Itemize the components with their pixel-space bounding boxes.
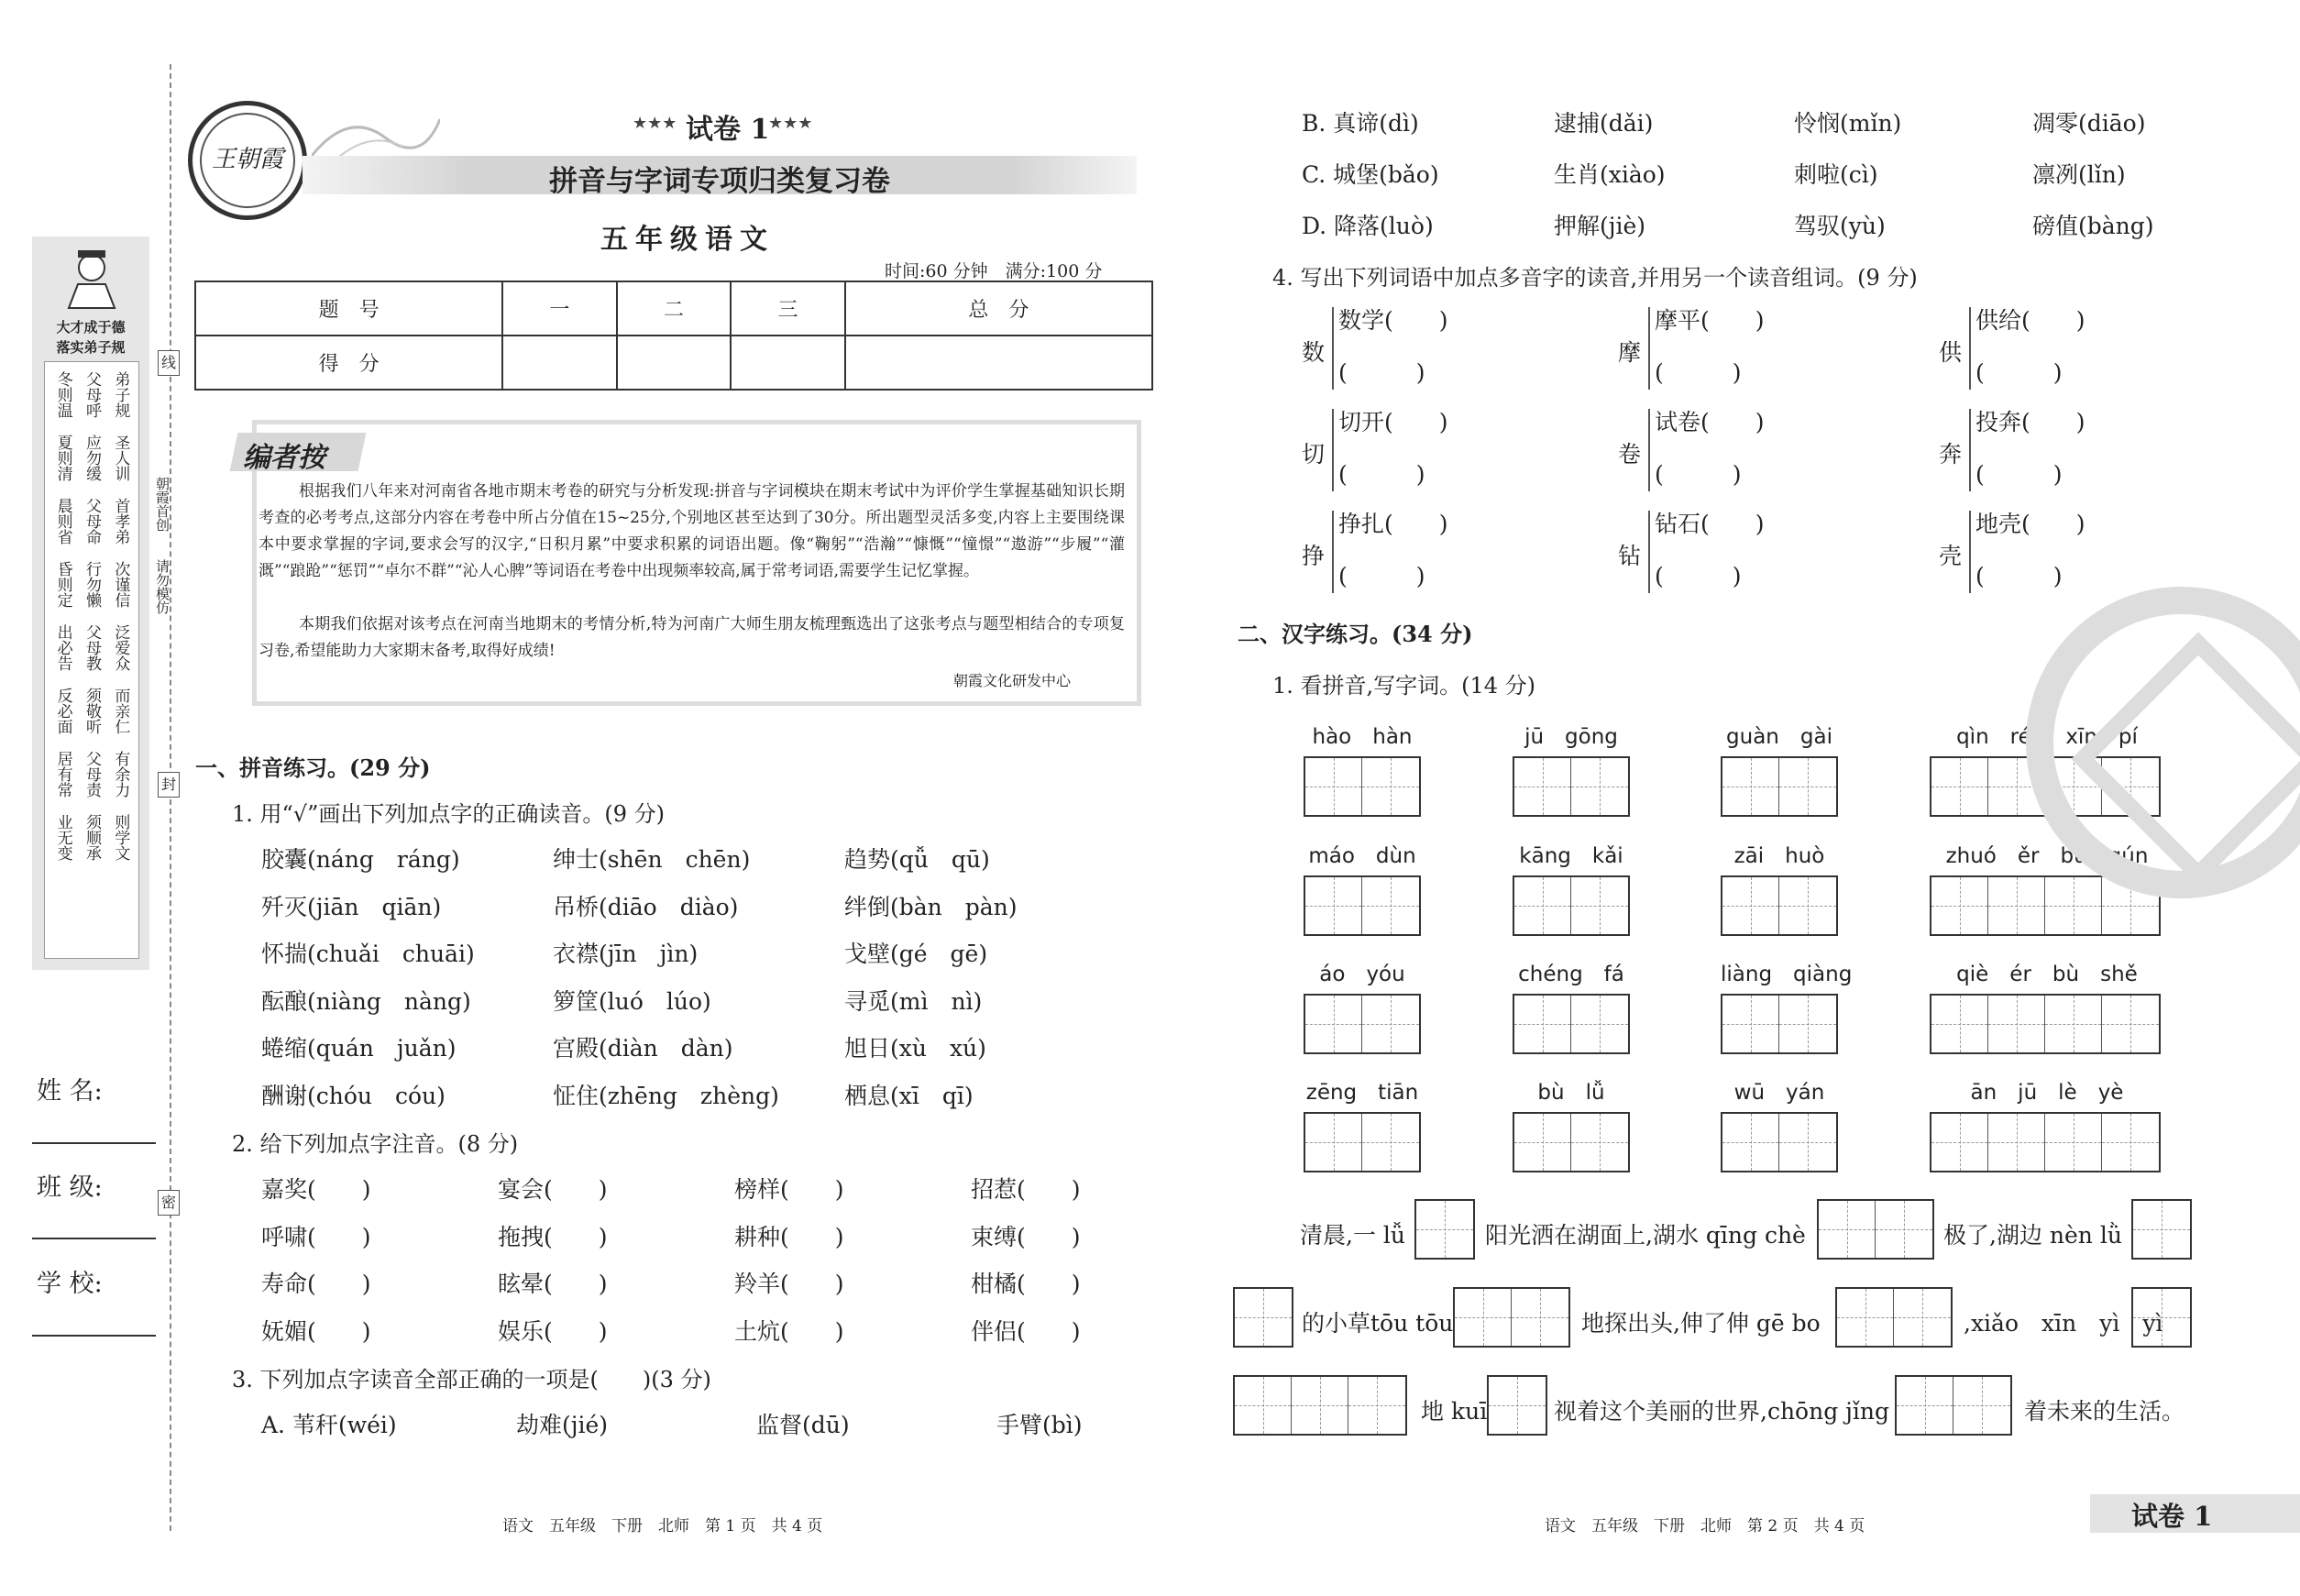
sidebar-verse: 行勿懒 — [82, 561, 101, 608]
q2-item[interactable]: 耕种( ) — [734, 1223, 844, 1250]
side-mark-2: 请勿模仿 — [154, 559, 171, 614]
sidebar-verse: 则学文 — [111, 814, 130, 861]
q1-item[interactable]: 箩筐(luó lúo) — [553, 987, 711, 1015]
q4-char: 奔 — [1939, 441, 1963, 468]
q4-blank[interactable]: ( ) — [1655, 563, 1742, 589]
q1-item[interactable]: 蜷缩(quán juǎn) — [261, 1035, 457, 1062]
q4-char: 卷 — [1618, 441, 1642, 468]
sidebar-motto2: 落实弟子规 — [56, 339, 126, 356]
pinyin-prompt: zhuó ěr bù qún — [1945, 844, 2149, 868]
para-2a: 的小草tōu tōu — [1302, 1310, 1454, 1337]
sidebar-verse: 父母呼 — [82, 371, 101, 418]
sidebar-verse: 须顺承 — [82, 814, 101, 861]
q3-option-a-2: 劫难(jié) — [516, 1412, 609, 1438]
score-head-3: 三 — [731, 281, 845, 336]
writing-grid[interactable] — [1304, 994, 1421, 1054]
writing-grid[interactable] — [1721, 756, 1838, 817]
q4-char: 钻 — [1618, 543, 1642, 569]
q1-item[interactable]: 怔住(zhēng zhèng) — [553, 1082, 779, 1109]
score-cell[interactable] — [502, 336, 617, 390]
sidebar-verse: 应勿缓 — [82, 435, 101, 481]
class-label: 班 级: — [37, 1173, 103, 1202]
editor-paragraph-2: 本期我们依据对该考点在河南当地期末的考情分析,特为河南广大师生朋友梳理甄选出了这张考点与题型相结合的专项复习卷,希望能助力大家期末备考,取得好成绩! — [259, 615, 1125, 660]
pinyin-prompt: liàng qiàng — [1721, 963, 1853, 986]
pinyin-prompt: zēng tiān — [1305, 1081, 1419, 1105]
sidebar-verse: 父母命 — [82, 498, 101, 545]
score-head-2: 二 — [617, 281, 732, 336]
q4-brace — [1648, 511, 1650, 593]
q4-brace — [1648, 409, 1650, 491]
q4-word[interactable]: 钻石( ) — [1655, 511, 1765, 537]
blank-8[interactable] — [1233, 1375, 1407, 1436]
writing-grid[interactable] — [1930, 994, 2161, 1054]
q1-item[interactable]: 歼灭(jiān qiān) — [261, 893, 442, 920]
editor-signature: 朝霞文化研发中心 — [953, 672, 1072, 689]
stars-left: ★★★ — [633, 114, 677, 133]
q4-word[interactable]: 投奔( ) — [1975, 409, 2085, 435]
editor-paragraph-1: 根据我们八年来对河南省各地市期末考卷的研究与分析发现:拼音与字词模块在期末考试中为评价学生掌握基础知识长期考查的必考考点,这部分内容在考卷中所占分值在15~25分,个别地区甚至达到了30分。所出题型灵活多变,内容上主要围绕课本中要求掌握的字词,要求会写的汉字,“日积月累”中要求积累的词语出题。像“鞠躬”“浩瀚”“慷慨”“憧憬”“遨游”“步履”“灌溉”“踉跄”“惩罚”“卓尔不群”“沁人心脾”等词语在考卷中出现频率较高,属于常考词语,需要学生记忆掌握。 — [259, 482, 1125, 580]
q4-blank[interactable]: ( ) — [1338, 461, 1425, 488]
scholar-icon — [60, 248, 124, 312]
pinyin-prompt: máo dùn — [1308, 844, 1416, 868]
q1-title: 1. 用“√”画出下列加点字的正确读音。(9 分) — [232, 801, 665, 827]
footer-left: 语文 五年级 下册 北师 第 1 页 共 4 页 — [502, 1517, 823, 1535]
q4-char: 挣 — [1302, 543, 1326, 569]
q2-item[interactable]: 土炕( ) — [734, 1317, 844, 1345]
q2-item[interactable]: 嘉奖( ) — [261, 1176, 371, 1203]
bind-mark-line: 线 — [158, 350, 180, 376]
q3-option: B. 真谛(dì) — [1302, 110, 1419, 137]
blank-5[interactable] — [1453, 1287, 1570, 1348]
q4-word[interactable]: 挣扎( ) — [1338, 511, 1448, 537]
q2-item[interactable]: 拖拽( ) — [498, 1223, 608, 1250]
score-cell[interactable] — [617, 336, 732, 390]
footer-tag: 试卷 1 — [2131, 1501, 2213, 1532]
q4-title: 4. 写出下列词语中加点多音字的读音,并用另一个读音组词。(9 分) — [1272, 265, 1918, 291]
q1-item[interactable]: 宫殿(diàn dàn) — [553, 1035, 733, 1062]
q1-item[interactable]: 趋势(qǚ qū) — [844, 846, 990, 873]
q3-option: 驾驭(yù) — [1794, 213, 1886, 239]
para-2b: 地探出头,伸了伸 gē bo — [1581, 1310, 1821, 1337]
q4-word[interactable]: 地壳( ) — [1975, 511, 2085, 537]
q4-blank[interactable]: ( ) — [1655, 359, 1742, 386]
q2-item[interactable]: 妩媚( ) — [261, 1317, 371, 1345]
sidebar-verse: 出必告 — [53, 624, 72, 671]
time-score: 时间:60 分钟 满分:100 分 — [885, 261, 1103, 281]
pinyin-prompt: bù lǚ — [1537, 1081, 1605, 1105]
sidebar-verse: 弟子规 — [111, 371, 130, 418]
sidebar-verse: 父母责 — [82, 751, 101, 798]
pinyin-prompt: qiè ér bù shě — [1956, 963, 2138, 986]
q4-brace — [1969, 511, 1971, 593]
writing-grid[interactable] — [1721, 994, 1838, 1054]
q2-item[interactable]: 羚羊( ) — [734, 1271, 844, 1297]
blank-9[interactable] — [1487, 1375, 1547, 1436]
q4-blank[interactable]: ( ) — [1338, 359, 1425, 386]
sidebar-verse: 须敬听 — [82, 688, 101, 734]
blank-10[interactable] — [1895, 1375, 2012, 1436]
pinyin-prompt: jū gōng — [1524, 725, 1618, 749]
sidebar-verse: 业无变 — [53, 814, 72, 861]
editor-title: 编者按 — [243, 442, 325, 474]
side-mark-1: 朝霞首创 — [154, 477, 171, 532]
q4-char: 摩 — [1618, 339, 1642, 366]
sidebar-verse: 昏则定 — [53, 561, 72, 608]
para-1c: 极了,湖边 nèn lǜ — [1943, 1222, 2122, 1249]
pinyin-prompt: kāng kǎi — [1519, 844, 1623, 868]
q2-item[interactable]: 呼啸( ) — [261, 1223, 371, 1250]
writing-grid[interactable] — [1513, 756, 1630, 817]
sidebar-verse: 居有常 — [53, 751, 72, 798]
sidebar-verse: 晨则省 — [53, 498, 72, 545]
q2-item[interactable]: 娱乐( ) — [498, 1317, 608, 1345]
pinyin-prompt: wū yán — [1733, 1081, 1825, 1105]
q2-item[interactable]: 束缚( ) — [971, 1223, 1081, 1250]
sidebar-verse: 首孝弟 — [111, 498, 130, 545]
writing-grid[interactable] — [1304, 1112, 1421, 1172]
q4-blank[interactable]: ( ) — [1975, 461, 2063, 488]
page-title: 拼音与字词专项归类复习卷 — [549, 165, 890, 198]
q3-option-a-3: 监督(dū) — [756, 1412, 850, 1438]
score-cell[interactable] — [845, 336, 1152, 390]
para-3b: 视着这个美丽的世界,chōng jǐng — [1554, 1398, 1890, 1425]
sidebar-verse: 反必面 — [53, 688, 72, 734]
sidebar-verse: 次谨信 — [111, 561, 130, 608]
q1-item[interactable]: 衣襟(jīn jìn) — [553, 941, 699, 967]
writing-grid[interactable] — [1721, 875, 1838, 936]
school-label: 学 校: — [37, 1270, 103, 1298]
q2-item[interactable]: 眩晕( ) — [498, 1271, 608, 1297]
q1-item[interactable]: 寻觅(mì nì) — [844, 987, 983, 1015]
q4-char: 切 — [1302, 441, 1326, 468]
school-line[interactable] — [32, 1335, 156, 1337]
section-2-title: 二、汉字练习。(34 分) — [1238, 621, 1473, 647]
q1-item[interactable]: 酬谢(chóu cóu) — [261, 1082, 446, 1109]
q3-option: 刺啦(cì) — [1794, 161, 1878, 188]
section-1-title: 一、拼音练习。(29 分) — [195, 754, 431, 781]
q4-word[interactable]: 试卷( ) — [1655, 409, 1765, 435]
q3-option: 生肖(xiào) — [1554, 161, 1666, 188]
para-2c: ,xiǎo xīn yì yì — [1964, 1310, 2163, 1337]
bind-mark-secret: 密 — [158, 1190, 180, 1216]
score-table — [194, 281, 1153, 391]
q4-word[interactable]: 切开( ) — [1338, 409, 1448, 435]
q4-char: 数 — [1302, 339, 1326, 366]
q3-option-a-4: 手臂(bì) — [996, 1412, 1083, 1438]
q1-item[interactable]: 怀揣(chuǎi chuāi) — [261, 941, 475, 967]
q2-item[interactable]: 柑橘( ) — [971, 1271, 1081, 1297]
binding-line — [170, 64, 171, 1531]
writing-grid[interactable] — [1721, 1112, 1838, 1172]
score-row-label: 得 分 — [195, 336, 502, 390]
pinyin-prompt: áo yóu — [1319, 963, 1405, 986]
q4-char: 供 — [1939, 339, 1963, 366]
stars-right: ★★★ — [768, 114, 813, 133]
paper-badge: 试卷 1 — [686, 114, 770, 146]
writing-grid[interactable] — [1304, 756, 1421, 817]
q3-option: D. 降落(luò) — [1302, 213, 1434, 239]
q1-item[interactable]: 绅士(shēn chēn) — [553, 846, 751, 873]
sidebar-verse: 父母教 — [82, 624, 101, 671]
writing-grid[interactable] — [1513, 994, 1630, 1054]
page-subtitle: 五年级语文 — [600, 224, 775, 256]
q2-item[interactable]: 宴会( ) — [498, 1176, 608, 1203]
writing-grid[interactable] — [1513, 1112, 1630, 1172]
pinyin-prompt: zāi huò — [1733, 844, 1825, 868]
sidebar-verse: 圣人训 — [111, 435, 130, 481]
name-line[interactable] — [32, 1142, 156, 1144]
q3-option-a-1: A. 苇秆(wéi) — [261, 1412, 397, 1438]
q4-brace — [1332, 511, 1334, 593]
q1-item[interactable]: 胶囊(náng ráng) — [261, 846, 460, 873]
sidebar-verse: 冬则温 — [53, 371, 72, 418]
q4-blank[interactable]: ( ) — [1655, 461, 1742, 488]
score-head-4: 总 分 — [845, 281, 1152, 336]
q1-item[interactable]: 绊倒(bàn pàn) — [844, 893, 1018, 920]
logo-text: 王朝霞 — [211, 146, 283, 173]
sidebar-verses — [44, 361, 139, 959]
writing-grid[interactable] — [1304, 875, 1421, 936]
q4-brace — [1969, 307, 1971, 390]
sidebar-verse: 有余力 — [111, 751, 130, 798]
q1-item[interactable]: 吊桥(diāo diào) — [553, 893, 739, 920]
sidebar-verse: 泛爱众 — [111, 624, 130, 671]
para-1b: 阳光洒在湖面上,湖水 qīng chè — [1485, 1222, 1806, 1249]
q4-blank[interactable]: ( ) — [1338, 563, 1425, 589]
sidebar-motto1: 大才成于德 — [56, 319, 126, 336]
q3-title: 3. 下列加点字读音全部正确的一项是( )(3 分) — [232, 1367, 711, 1392]
q1-item[interactable]: 栖息(xī qī) — [844, 1082, 974, 1109]
pinyin-prompt: hào hàn — [1312, 725, 1413, 749]
q3-option: 磅值(bàng) — [2032, 213, 2154, 239]
q4-word[interactable]: 摩平( ) — [1655, 307, 1765, 334]
q4-char: 壳 — [1939, 543, 1963, 569]
pinyin-prompt: qìn rén xīn pí — [1956, 725, 2138, 749]
q4-brace — [1332, 409, 1334, 491]
blank-6[interactable] — [1835, 1287, 1953, 1348]
q2-title: 2. 给下列加点字注音。(8 分) — [232, 1131, 519, 1157]
q1-item[interactable]: 旭日(xù xú) — [844, 1035, 986, 1062]
q3-option: 逮捕(dǎi) — [1554, 110, 1654, 137]
score-head-1: 一 — [502, 281, 617, 336]
q2-item[interactable]: 榜样( ) — [734, 1176, 844, 1203]
blank-2[interactable] — [1817, 1199, 1934, 1260]
para-3a: 地 kuī — [1421, 1398, 1488, 1425]
q4-blank[interactable]: ( ) — [1975, 563, 2063, 589]
q1-item[interactable]: 酝酿(niàng nàng) — [261, 987, 471, 1015]
q3-option: 押解(jiè) — [1554, 213, 1646, 239]
blank-4[interactable] — [1233, 1287, 1293, 1348]
para-1a: 清晨,一 lǚ — [1300, 1222, 1405, 1249]
writing-grid[interactable] — [1930, 1112, 2161, 1172]
q3-option: C. 城堡(bǎo) — [1302, 161, 1439, 188]
sidebar-verse: 夏则清 — [53, 435, 72, 481]
q4-blank[interactable]: ( ) — [1975, 359, 2063, 386]
blank-1[interactable] — [1414, 1199, 1475, 1260]
sec2-q1-title: 1. 看拼音,写字词。(14 分) — [1272, 673, 1536, 699]
score-head-0: 题 号 — [195, 281, 502, 336]
blank-7[interactable] — [2131, 1287, 2192, 1348]
q2-item[interactable]: 伴侣( ) — [971, 1317, 1081, 1345]
footer-right: 语文 五年级 下册 北师 第 2 页 共 4 页 — [1545, 1517, 1865, 1535]
q4-brace — [1969, 409, 1971, 491]
q3-option: 凋零(diāo) — [2032, 110, 2146, 137]
q4-brace — [1332, 307, 1334, 390]
q2-item[interactable]: 招惹( ) — [971, 1176, 1081, 1203]
q4-brace — [1648, 307, 1650, 390]
q1-item[interactable]: 戈壁(gé gē) — [844, 941, 988, 967]
bind-mark-seal: 封 — [158, 772, 180, 798]
blank-3[interactable] — [2131, 1199, 2192, 1260]
writing-grid[interactable] — [1513, 875, 1630, 936]
sidebar-panel — [32, 237, 149, 970]
sidebar-verse: 而亲仁 — [111, 688, 130, 734]
score-cell[interactable] — [731, 336, 845, 390]
q4-word[interactable]: 数学( ) — [1338, 307, 1448, 334]
brand-logo — [188, 101, 307, 220]
pinyin-prompt: chéng fá — [1518, 963, 1624, 986]
pinyin-prompt: guàn gài — [1726, 725, 1832, 749]
q4-word[interactable]: 供给( ) — [1975, 307, 2085, 334]
para-3c: 着未来的生活。 — [2024, 1398, 2185, 1425]
q3-option: 凛冽(lǐn) — [2032, 161, 2126, 188]
class-line[interactable] — [32, 1238, 156, 1239]
q2-item[interactable]: 寿命( ) — [261, 1271, 371, 1297]
q3-option: 怜悯(mǐn) — [1794, 110, 1902, 137]
name-label: 姓 名: — [37, 1077, 103, 1106]
pinyin-prompt: ān jū lè yè — [1970, 1081, 2124, 1105]
